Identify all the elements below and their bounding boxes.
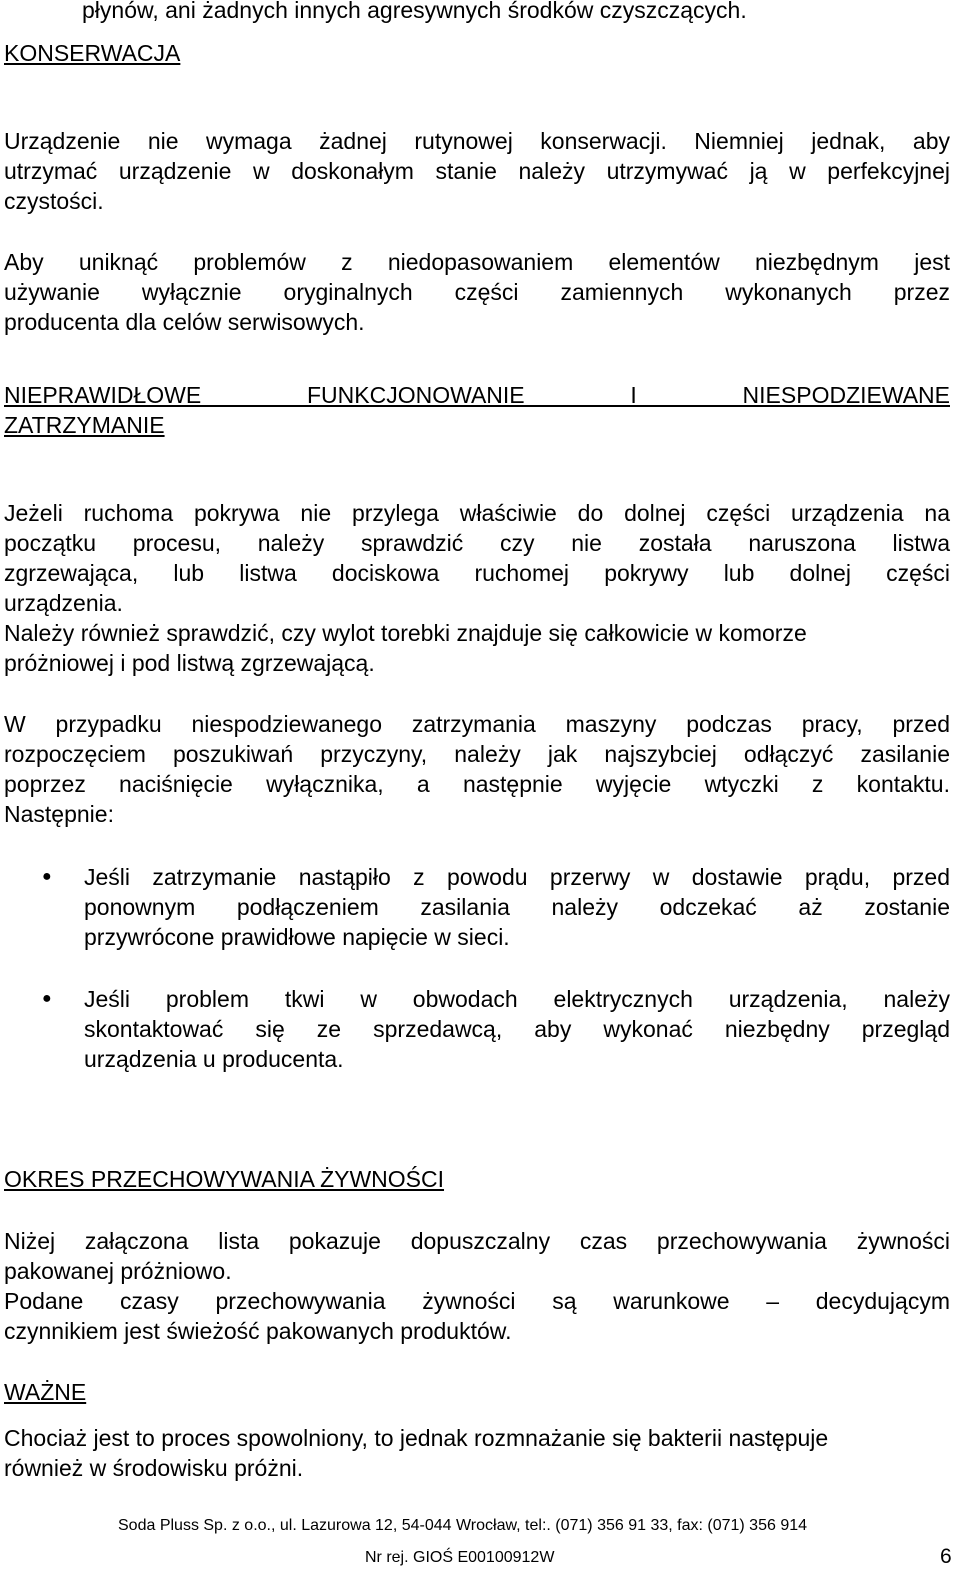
- okres-p1-line1: Niżej załączona lista pokazuje dopuszczalny czas przechowywania żywności: [4, 1228, 950, 1254]
- continuation-line: płynów, ani żadnych innych agresywnych środków czyszczących.: [82, 0, 747, 23]
- nieprawidlowe-p1-line1: Jeżeli ruchoma pokrywa nie przylega właściwie do dolnej części urządzenia na: [4, 500, 950, 526]
- konserwacja-heading: KONSERWACJA: [4, 40, 181, 66]
- okres-p1-line2: pakowanej próżniowo.: [4, 1258, 232, 1284]
- konserwacja-p1-line2: utrzymać urządzenie w doskonałym stanie należy utrzymywać ją w perfekcyjnej: [4, 158, 950, 184]
- bullet-2-line3: urządzenia u producenta.: [84, 1046, 344, 1072]
- page-number: 6: [940, 1545, 952, 1568]
- footer-registry: Nr rej. GIOŚ E00100912W: [365, 1549, 555, 1566]
- konserwacja-p2-line2: używanie wyłącznie oryginalnych części zamiennych wykonanych przez: [4, 279, 950, 305]
- konserwacja-p2-line3: producenta dla celów serwisowych.: [4, 309, 365, 335]
- bullet-1-line2: ponownym podłączeniem zasilania należy odczekać aż zostanie: [84, 894, 950, 920]
- nieprawidlowe-p1-line4: urządzenia.: [4, 590, 123, 616]
- bullet-2-line2: skontaktować się ze sprzedawcą, aby wykonać niezbędny przegląd: [84, 1016, 950, 1042]
- bullet-item: [84, 984, 950, 1074]
- okres-p2-line2: czynnikiem jest świeżość pakowanych produktów.: [4, 1318, 512, 1344]
- nieprawidlowe-heading-line2: ZATRZYMANIE: [4, 412, 165, 438]
- bullet-dot-icon: ●: [42, 868, 52, 885]
- konserwacja-p1-line1: Urządzenie nie wymaga żadnej rutynowej konserwacji. Niemniej jednak, aby: [4, 128, 950, 154]
- okres-heading: OKRES PRZECHOWYWANIA ŻYWNOŚCI: [4, 1166, 445, 1192]
- konserwacja-p2-line1: Aby uniknąć problemów z niedopasowaniem elementów niezbędnym jest: [4, 249, 950, 275]
- footer-company-info: Soda Pluss Sp. z o.o., ul. Lazurowa 12, 54-044 Wrocław, tel:. (071) 356 91 33, fax: (071) 356 914: [118, 1517, 808, 1534]
- nieprawidlowe-p3-line4: Następnie:: [4, 801, 114, 827]
- nieprawidlowe-p3-line1: W przypadku niespodziewanego zatrzymania maszyny podczas pracy, przed: [4, 711, 950, 737]
- bullet-dot-icon: ●: [42, 990, 52, 1007]
- nieprawidlowe-p2-line1: Należy również sprawdzić, czy wylot torebki znajduje się całkowicie w komorze: [4, 620, 807, 646]
- konserwacja-p1-line3: czystości.: [4, 188, 104, 214]
- bullet-1-line1: Jeśli zatrzymanie nastąpiło z powodu przerwy w dostawie prądu, przed: [84, 864, 950, 890]
- wazne-p1-line2: również w środowisku próżni.: [4, 1455, 304, 1481]
- bullet-2-line1: Jeśli problem tkwi w obwodach elektrycznych urządzenia, należy: [84, 986, 950, 1012]
- nieprawidlowe-p2-line2: próżniowej i pod listwą zgrzewającą.: [4, 650, 375, 676]
- wazne-heading: WAŻNE: [4, 1379, 87, 1405]
- nieprawidlowe-p3-line3: poprzez naciśnięcie wyłącznika, a następnie wyjęcie wtyczki z kontaktu.: [4, 771, 950, 797]
- nieprawidlowe-p3-line2: rozpoczęciem poszukiwań przyczyny, należy jak najszybciej odłączyć zasilanie: [4, 741, 950, 767]
- nieprawidlowe-heading-line1: NIEPRAWIDŁOWE FUNKCJONOWANIE I NIESPODZIEWANE: [4, 382, 950, 408]
- nieprawidlowe-p1-line3: zgrzewająca, lub listwa dociskowa ruchomej pokrywy lub dolnej części: [4, 560, 950, 586]
- bullet-item: [84, 862, 950, 952]
- nieprawidlowe-p1-line2: początku procesu, należy sprawdzić czy nie została naruszona listwa: [4, 530, 950, 556]
- okres-p2-line1: Podane czasy przechowywania żywności są warunkowe – decydującym: [4, 1288, 950, 1314]
- bullet-1-line3: przywrócone prawidłowe napięcie w sieci.: [84, 924, 510, 950]
- wazne-p1-line1: Chociaż jest to proces spowolniony, to jednak rozmnażanie się bakterii następuje: [4, 1425, 829, 1451]
